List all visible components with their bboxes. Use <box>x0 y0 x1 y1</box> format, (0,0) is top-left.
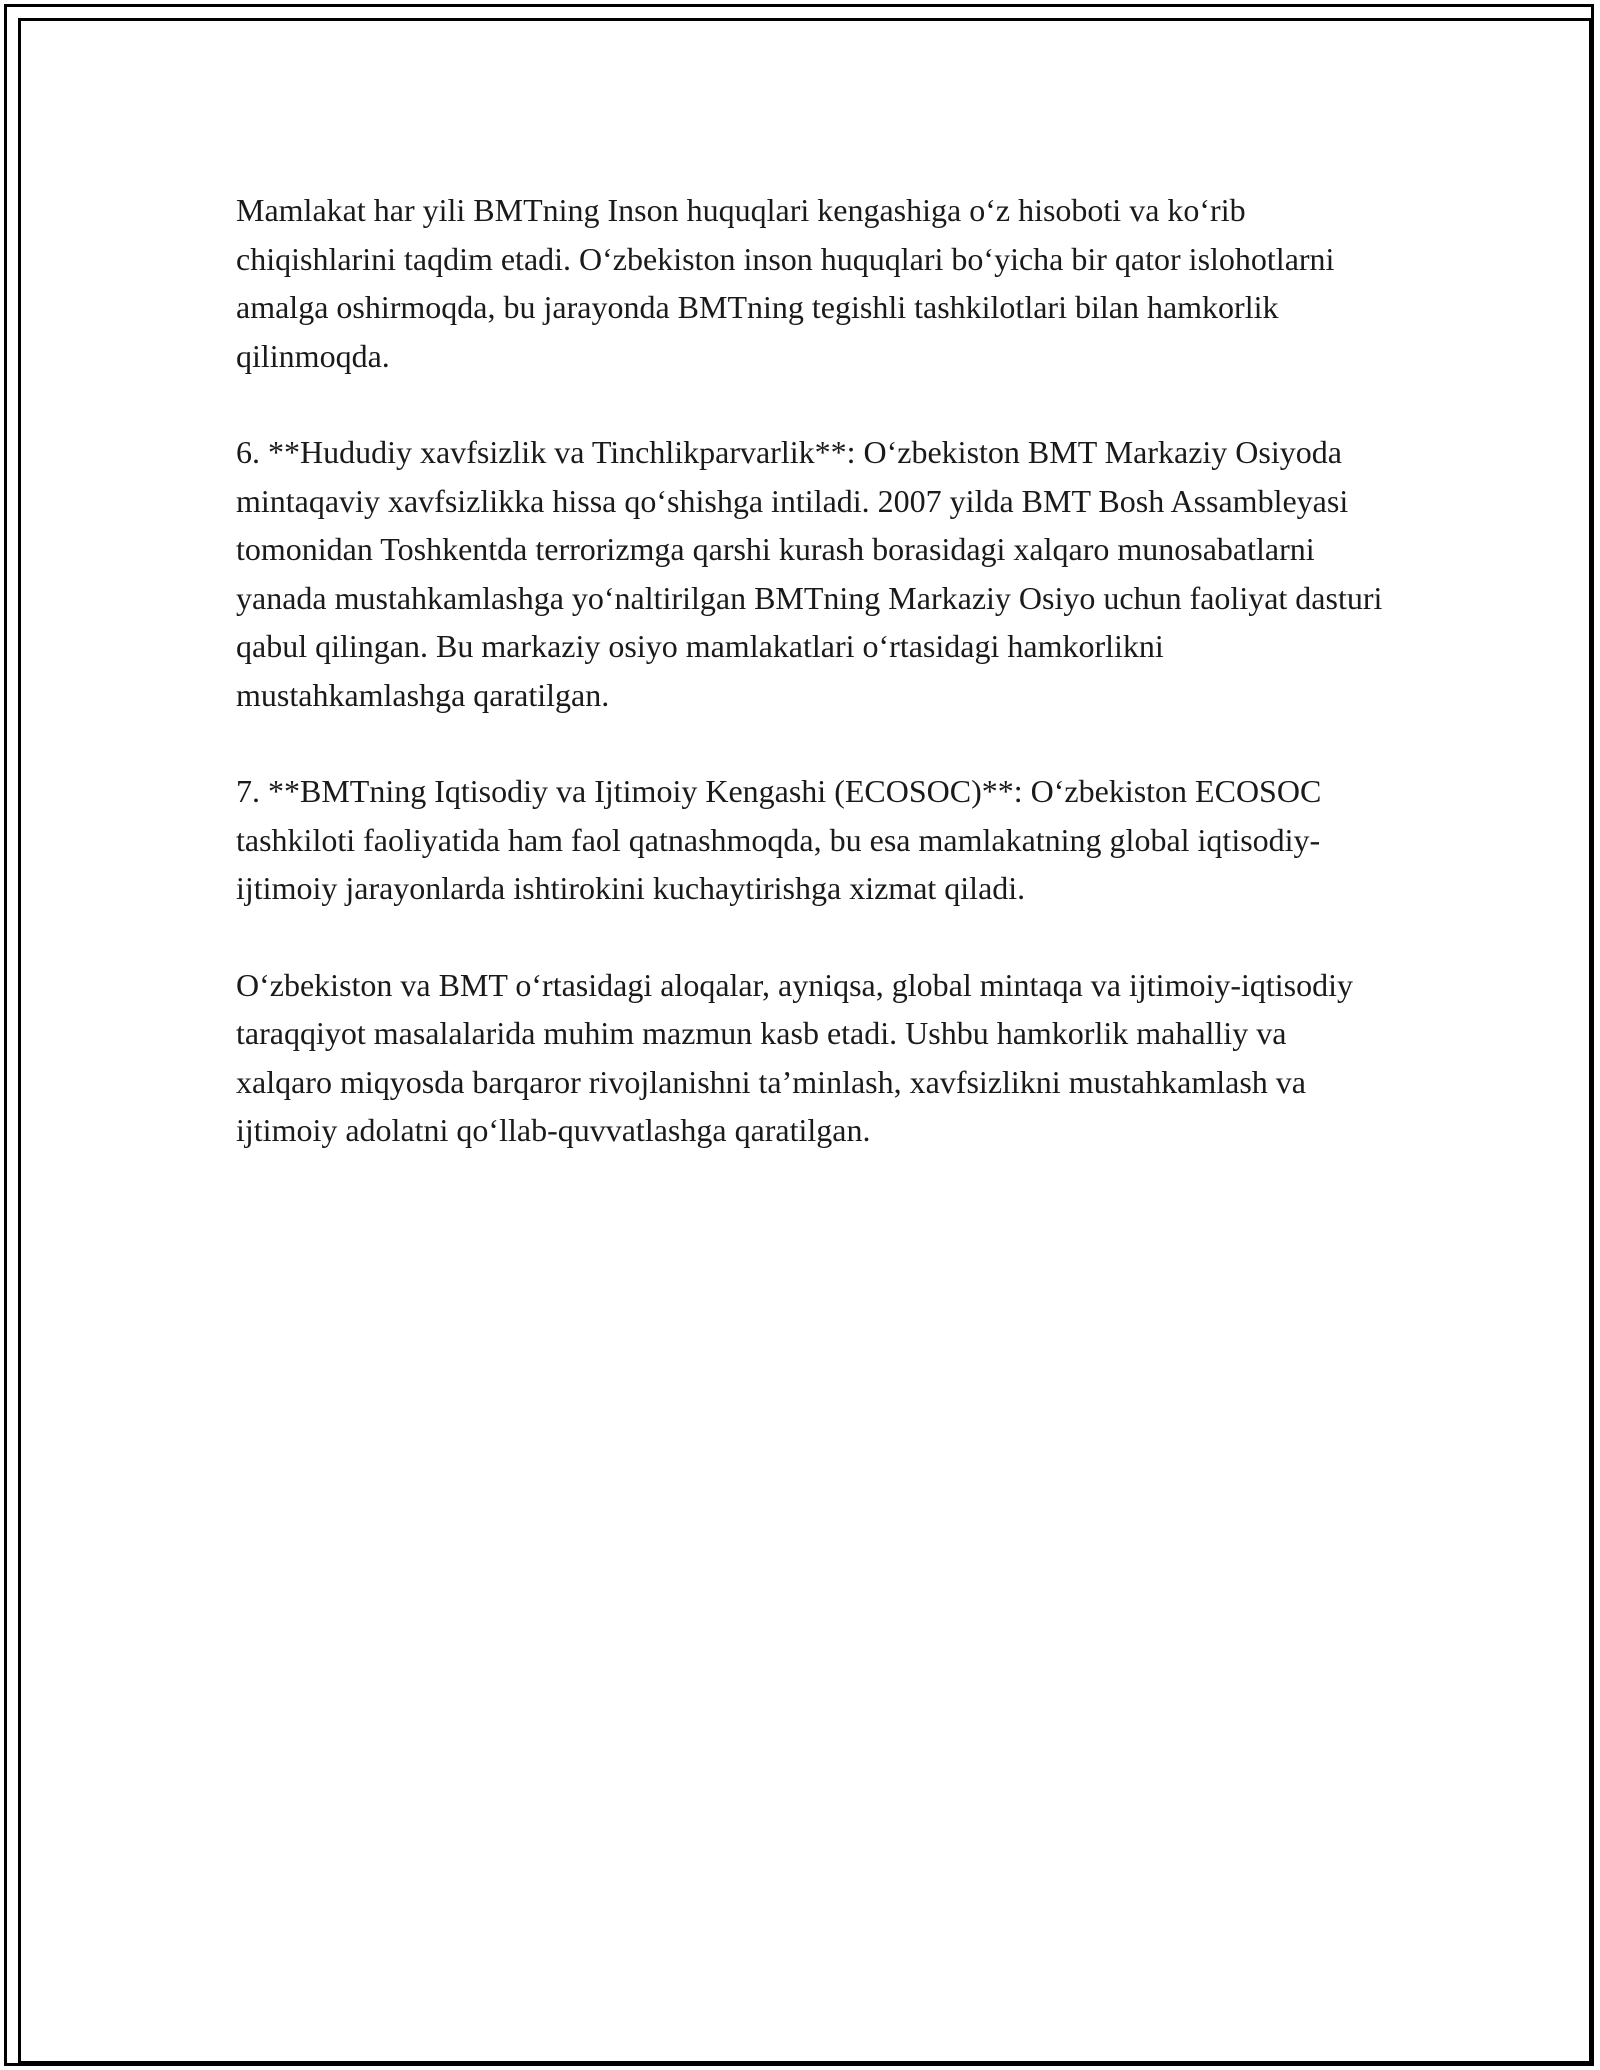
paragraph-ecosoc: 7. **BMTning Iqtisodiy va Ijtimoiy Kengashi (ECOSOC)**: O‘zbekiston ECOSOC tashkiloti faoliyatida ham faol qatnashmoqda, bu esa mamlakatning global iqtisodiy-ijtimoiy jarayonlarda ishtirokini kuchaytirishga xizmat qiladi. <box>236 773 1322 906</box>
paragraph-regional-security: 6. **Hududiy xavfsizlik va Tinchlikparvarlik**: O‘zbekiston BMT Markaziy Osiyoda mintaqaviy xavfsizlikka hissa qo‘shishga intiladi. 2007 yilda BMT Bosh Assambleyasi tomonidan Toshkentda terrorizmga qarshi kurash borasidagi xalqaro munosabatlarni yanada mustahkamlashga yo‘naltirilgan BMTning Markaziy Osiyo uchun faoliyat dasturi qabul qilingan. Bu markaziy osiyo mamlakatlari o‘rtasidagi hamkorlikni mustahkamlashga qaratilgan. <box>236 434 1383 713</box>
paragraph-conclusion: O‘zbekiston va BMT o‘rtasidagi aloqalar, ayniqsa, global mintaqa va ijtimoiy-iqtisodiy taraqqiyot masalalarida muhim mazmun kasb etadi. Ushbu hamkorlik mahalliy va xalqaro miqyosda barqaror rivojlanishni ta’minlash, xavfsizlikni mustahkamlash va ijtimoiy adolatni qo‘llab-quvvatlashga qaratilgan. <box>236 966 1354 1148</box>
document-body <box>236 186 1386 1203</box>
paragraph-human-rights: Mamlakat har yili BMTning Inson huquqlari kengashiga o‘z hisoboti va ko‘rib chiqishlarini taqdim etadi. O‘zbekiston inson huquqlari bo‘yicha bir qator islohotlarni amalga oshirmoqda, bu jarayonda BMTning tegishli tashkilotlari bilan hamkorlik qilinmoqda. <box>236 192 1335 374</box>
